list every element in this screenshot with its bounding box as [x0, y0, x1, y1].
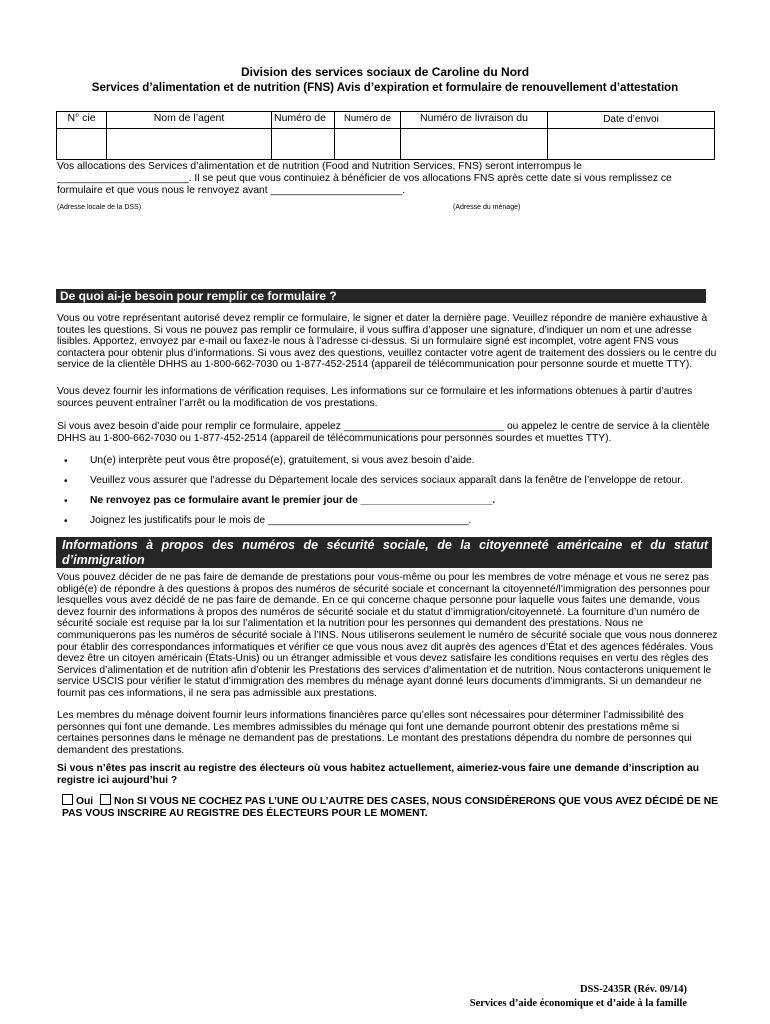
text-line: registre ici aujourd’hui ? — [57, 774, 178, 786]
text-line: Services d’alimentation et de nutrition afin d’obtenir les Prestations des services d’alimentation et de nutrition. Nous contacterons uniquement le — [57, 664, 712, 676]
bullet-return-address: Veuillez vous assurer que l’adresse du Département locale des services sociaux apparaît dans la fenêtre de l’enveloppe de retour. — [90, 475, 683, 486]
text-line: lesquelles vous avez décidé de ne pas faire de demande. En ce qui concerne chaque personne pour laquelle vous faites une demande, vous — [57, 595, 700, 607]
number-1-cell[interactable] — [272, 129, 335, 160]
send-date-cell[interactable] — [548, 129, 715, 160]
text-line: service de la clientèle DHHS au 1-800-662-7030 ou 1-877-452-2514 (appareil de télécommunication pour personne sourde et muette TTY). — [57, 359, 693, 371]
agent-name-cell[interactable] — [107, 129, 272, 160]
form-division-title: Division des services sociaux de Caroline du Nord — [240, 65, 530, 79]
text-line: Vous ou votre représentant autorisé devez remplir ce formulaire, le signer et dater la dernière page. Veuillez répondre de manière exhaustive à — [57, 313, 708, 324]
text-line: demandent des prestations. — [57, 744, 185, 756]
text-line: pour établir des correspondances informatiques et vérifier ce que vous nous avez dit auprès des agences d’État et des agences fédérales. Vous — [57, 641, 713, 653]
voter-registration-question — [57, 763, 699, 786]
agency-name: Services d’aide économique et d’aide à la famille — [469, 998, 687, 1009]
text-line: Vous devez fournir les informations de vérification requises. Les informations sur ce formulaire et les informations obtenues à partir d’autres — [57, 386, 693, 397]
text-line: Les membres du ménage doivent fournir leurs informations financières parce qu’elles sont nécessaires pour déterminer l’admissibilité des — [57, 710, 684, 721]
text-line: devez être un citoyen américain (États-Unis) ou un étranger admissible et vous devez satisfaire les conditions requises en vertu des règles des — [57, 653, 709, 665]
text-line: sécurité sociale est requise par la loi sur l’alimentation et la nutrition pour les personnes qui demandent des prestations. Nous ne — [57, 618, 644, 630]
text-line: lisibles. Apportez, envoyez par e-mail ou faxez-le nous à l’adresse ci-dessus. Si un formulaire signé est incomplet, votre agent FNS vous — [57, 336, 679, 348]
dss-address-label: (Adresse locale de la DSS) — [57, 204, 142, 211]
column-header-number-1: Numéro de — [272, 112, 335, 129]
section-ssn-citizenship-heading: Informations à propos des numéros de sécurité sociale, de la citoyenneté américaine et du statut d’immigration — [56, 537, 712, 568]
oui-checkbox[interactable] — [62, 794, 73, 805]
voter-registration-options — [62, 794, 718, 819]
bullet-marker: • — [64, 476, 68, 487]
oui-label: Oui — [76, 796, 94, 807]
text-line: contactera pour obtenir plus d’informations. Si vous avez des questions, veuillez contacter votre agent de traitement des dossiers ou le centre du — [57, 347, 717, 359]
intro-line-1: Vos allocations des Services d’alimentation et de nutrition (Food and Nutrition Services, FNS) seront interrompus le — [57, 161, 582, 172]
section2-paragraph-2 — [57, 710, 692, 756]
bullet-marker: • — [64, 496, 68, 507]
text-line: sources peuvent entraîner l’arrêt ou la modification de vos prestations. — [57, 397, 378, 409]
column-header-delivery-number: Numéro de livraison du — [401, 112, 548, 129]
text-line: DHHS au 1-800-662-7030 ou 1-877-452-2514 (appareil de télécommunications pour personnes sourdes et muettes TTY). — [57, 432, 612, 444]
company-number-cell[interactable] — [57, 129, 107, 160]
bullet-marker: • — [64, 456, 68, 467]
table-input-row — [57, 129, 715, 160]
form-number: DSS-2435R (Rév. 09/14) — [579, 984, 687, 995]
non-label-continued: PAS VOUS INSCRIRE AU REGISTRE DES ÉLECTEURS POUR LE MOMENT. — [62, 807, 428, 819]
text-line: fournit pas ces informations, il ne sera pas admissible aux prestations. — [57, 687, 377, 699]
section-what-do-i-need-heading: De quoi ai-je besoin pour remplir ce formulaire ? — [56, 289, 706, 303]
text-line: Si vous avez besoin d’aide pour remplir ce formulaire, appelez ____________________________ ou appelez le centre de service à la clientèle — [57, 421, 710, 432]
text-line: personnes qui font une demande. Les membres admissibles du ménage qui font une demande pourront obtenir des prestations même si — [57, 721, 680, 733]
case-info-table — [56, 111, 715, 160]
table-header-row — [57, 112, 715, 129]
column-header-company-number: N° cie — [57, 112, 107, 129]
bullet-do-not-return-before: Ne renvoyez pas ce formulaire avant le premier jour de _______________________. — [90, 495, 496, 506]
text-line: service USCIS pour vérifier le statut d’immigration des membres du ménage ayant donné leurs documents d’immigrants. Si un demandeur ne — [57, 676, 702, 688]
text-line: Si vous n’êtes pas inscrit au registre des électeurs où vous habitez actuellement, aimeriez-vous faire une demande d’inscription au — [57, 763, 700, 774]
household-address-label: (Adresse du ménage) — [453, 204, 521, 211]
text-line: toutes les questions. Si vous ne pouvez pas remplir ce formulaire, il vous suffira d’apposer une signature, d’indiquer un nom et une adresse — [57, 324, 692, 336]
bullet-attach-proof: Joignez les justificatifs pour le mois de ___________________________________. — [90, 515, 472, 526]
bullet-marker: • — [64, 516, 68, 527]
column-header-number-2: Numéro de — [335, 112, 401, 129]
section2-paragraph-1 — [57, 572, 718, 700]
section1-paragraph-2 — [57, 386, 692, 409]
section1-paragraph-1 — [57, 313, 716, 371]
text-line: communiquerons pas les numéros de sécurité sociale à l’INS. Nous utiliserons seulement le numéro de sécurité sociale que vous nous donnerez — [57, 629, 718, 641]
non-checkbox[interactable] — [100, 794, 111, 805]
text-line: certaines personnes dans le ménage ne demandent pas de prestations. Le montant des prestations dépendra du nombre de personnes qui — [57, 733, 692, 745]
section1-paragraph-3 — [57, 421, 710, 444]
intro-line-3: formulaire et que vous nous le renvoyez avant _______________________. — [57, 185, 406, 196]
column-header-send-date: Date d’envoi — [548, 112, 715, 129]
number-2-cell[interactable] — [335, 129, 401, 160]
text-line: obligé(e) de répondre à des questions à propos des numéros de sécurité sociale et concernant la citoyenneté/l’immigration des personnes pour — [57, 583, 711, 595]
column-header-agent-name: Nom de l’agent — [107, 112, 272, 129]
delivery-number-cell[interactable] — [401, 129, 548, 160]
text-line: Vous pouvez décider de ne pas faire de demande de prestations pour vous-même ou pour les membres de votre ménage et vous ne serez pas — [57, 572, 709, 583]
non-label: Non SI VOUS NE COCHEZ PAS L’UNE OU L’AUTRE DES CASES, NOUS CONSIDÈRERONS QUE VOUS AVEZ DÉCIDÉ DE NE — [114, 796, 719, 807]
text-line: devez fournir des informations à propos des numéros de sécurité sociale et du statut d’immigration/citoyenneté. La fourniture d’un numéro de — [57, 606, 700, 618]
form-title: Services d’alimentation et de nutrition (FNS) Avis d’expiration et formulaire de renouvellement d’attestation — [91, 82, 679, 94]
intro-line-2: _______________________. Il se peut que vous continuiez à bénéficier de vos allocations FNS après cette date si vous remplissez ce — [57, 173, 672, 184]
bullet-interpreter: Un(e) interprète peut vous être proposé(e), gratuitement, si vous avez besoin d’aide. — [90, 455, 475, 466]
